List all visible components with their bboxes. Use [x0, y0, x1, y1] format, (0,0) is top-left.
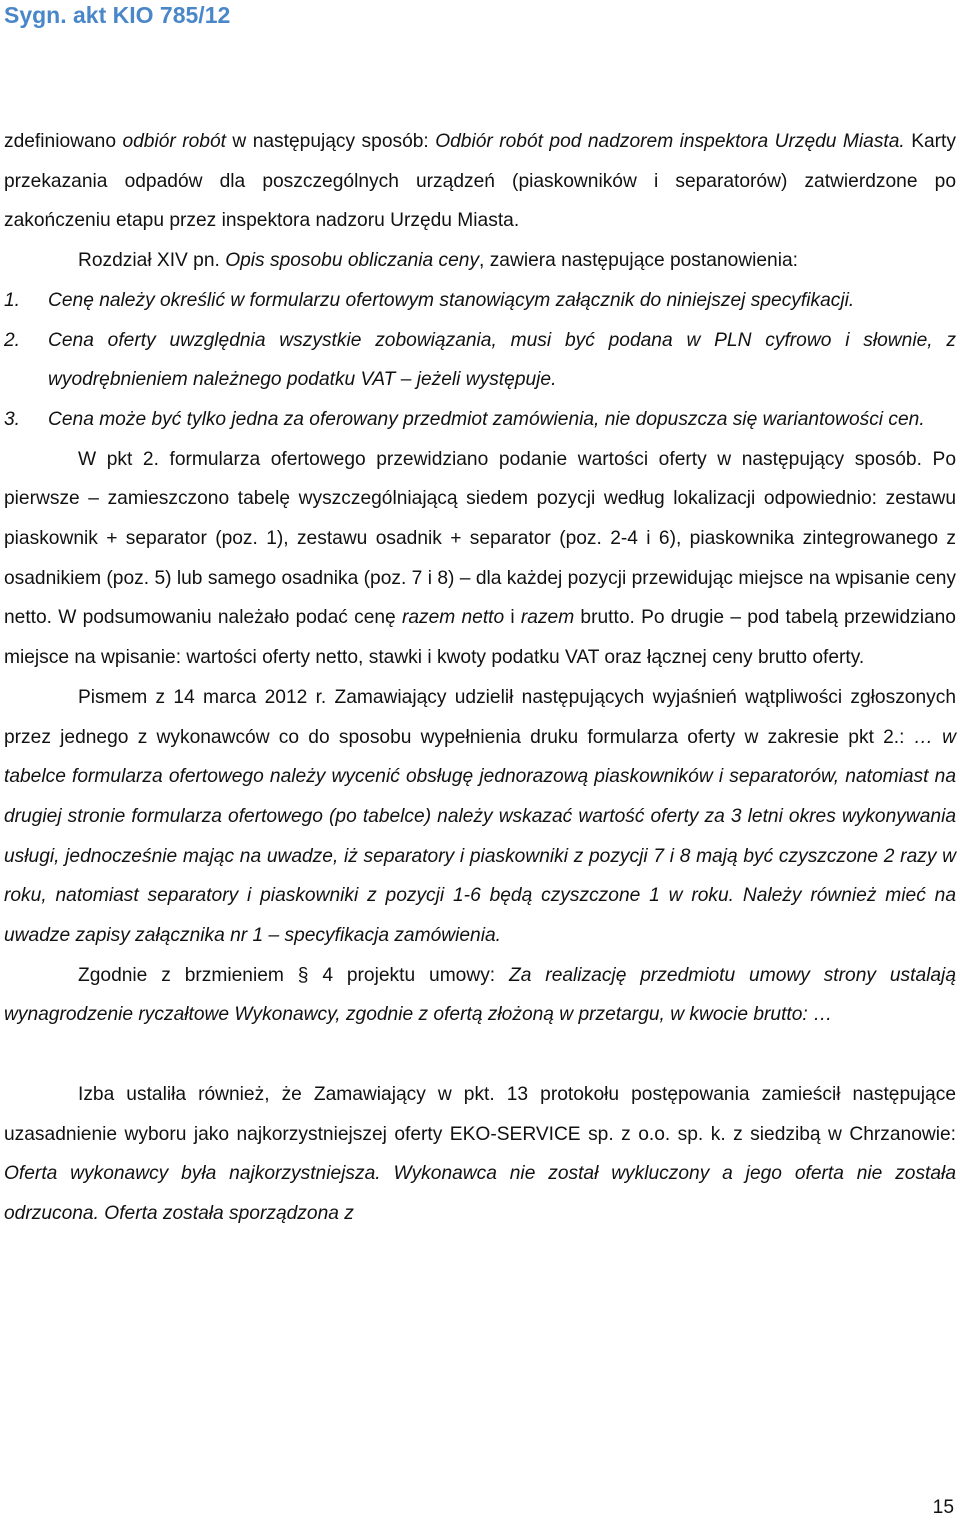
- italic-run: … w tabelce formularza ofertowego należy wycenić obsługę jednorazową piaskowników i separatorów, natomiast na drugiej stronie formularza ofertowego (po tabelce) należy wskazać wartość oferty za 3 letni okres wykonywania usługi, jednocześnie mając na uwadze, iż separatory i piaskowniki z pozycji 7 i 8 mają być czyszczone 2 razy w roku, natomiast separatory i piaskowniki z pozycji 1-6 będą czyszczone 1 w roku. Należy również mieć na uwadze zapisy załącznika nr 1 – specyfikacja zamówienia.: [4, 726, 957, 947]
- paragraph-chamber-findings: [4, 1075, 956, 1234]
- text-run: Pismem z 14 marca 2012 r. Zamawiający udzielił następujących wyjaśnień wątpliwości zgłoszonych przez jednego z wykonawców co do sposobu wypełnienia druku formularza oferty w zakresie pkt 2.:: [4, 686, 956, 748]
- text-run: w następujący sposób:: [225, 131, 436, 152]
- list-item-text: Cena oferty uwzględnia wszystkie zobowiązania, musi być podana w PLN cyfrowo i słownie, z wyodrębnieniem należnego podatku VAT – jeżeli występuje.: [48, 329, 956, 391]
- paragraph-spacer: [4, 1035, 956, 1075]
- italic-run: Oferta wykonawcy była najkorzystniejsza. Wykonawca nie został wykluczony a jego oferta nie została odrzucona. Oferta została sporządzona z: [4, 1163, 956, 1224]
- paragraph-contract-clause: [4, 956, 956, 1035]
- paragraph-chapter-xiv: [4, 241, 956, 281]
- text-run: Zgodnie z brzmieniem § 4 projektu umowy:: [78, 964, 510, 986]
- italic-run: Opis sposobu obliczania ceny: [225, 250, 480, 272]
- italic-run: razem: [520, 607, 575, 629]
- paragraph-definition: [4, 122, 956, 241]
- list-item-number: 3.: [4, 408, 21, 430]
- text-run: zdefiniowano: [4, 131, 123, 152]
- list-item-text: Cena może być tylko jedna za oferowany przedmiot zamówienia, nie dopuszcza się wariantowości cen.: [48, 408, 925, 430]
- text-run: brutto. Po drugie – pod tabelą przewidziano miejsce na wpisanie: wartości oferty netto, stawki i kwoty podatku VAT oraz łącznej ceny brutto oferty.: [4, 607, 956, 669]
- list-item: [4, 400, 956, 440]
- italic-run: Odbiór robót pod nadzorem inspektora Urzędu Miasta.: [435, 131, 905, 152]
- text-run: , zawiera następujące postanowienia:: [479, 250, 798, 272]
- text-run: Izba ustaliła również, że Zamawiający w pkt. 13 protokołu postępowania zamieścił następujące uzasadnienie wyboru jako najkorzystniejszej oferty EKO-SERVICE sp. z o.o. sp. k. z siedzibą w Chrzanowie:: [4, 1083, 956, 1145]
- list-item-number: 1.: [4, 289, 21, 311]
- text-run: W pkt 2. formularza ofertowego przewidziano podanie wartości oferty w następujący sposób. Po pierwsze – zamieszczono tabelę wyszczególniającą siedem pozycji według lokalizacji odpowiednio: zestawu piaskownik + separator (poz. 1), zestawu osadnik + separator (poz. 2-4 i 6), piaskownika zintegrowanego z osadnikiem (poz. 5) lub samego osadnika (poz. 7 i 8) – dla każdej pozycji przewidując miejsce na wpisanie ceny netto. W podsumowaniu należało podać cenę: [4, 448, 956, 629]
- text-run: Karty przekazania odpadów dla poszczególnych urządzeń (piaskowników i separatorów) zatwierdzone po zakończeniu etapu przez inspektora nadzoru Urzędu Miasta.: [4, 131, 956, 232]
- text-run: i: [504, 607, 521, 629]
- list-item: [4, 281, 956, 321]
- italic-run: Za realizację przedmiotu umowy strony ustalają wynagrodzenie ryczałtowe Wykonawcy, zgodnie z ofertą złożoną w przetargu, w kwocie brutto: …: [4, 964, 956, 1026]
- italic-run: odbiór robót: [122, 131, 226, 152]
- italic-run: razem netto: [401, 607, 505, 629]
- list-item-text: Cenę należy określić w formularzu ofertowym stanowiącym załącznik do niniejszej specyfikacji.: [48, 289, 855, 311]
- text-run: Rozdział XIV pn.: [78, 250, 226, 272]
- paragraph-form-point-2: [4, 440, 956, 678]
- list-item: [4, 321, 956, 400]
- paragraph-clarifications: [4, 678, 956, 956]
- page-number: 15: [932, 1497, 954, 1518]
- document-body: [4, 122, 956, 1234]
- list-item-number: 2.: [4, 329, 21, 351]
- case-reference-header: Sygn. akt KIO 785/12: [4, 2, 231, 28]
